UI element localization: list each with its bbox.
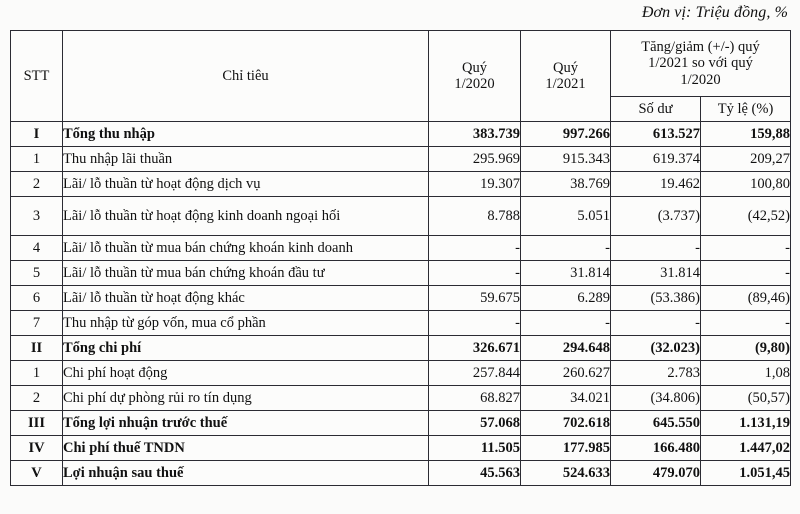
row-q1-2020-cell: 8.788 bbox=[429, 197, 521, 236]
table-row bbox=[11, 172, 791, 197]
row-number-cell: II bbox=[11, 336, 63, 361]
column-header-change-group-line3: 1/2020 bbox=[680, 71, 721, 88]
table-row bbox=[11, 361, 791, 386]
row-q1-2021-cell: 34.021 bbox=[521, 386, 611, 411]
row-change-amount-cell: - bbox=[611, 311, 701, 336]
row-q1-2021-cell: - bbox=[521, 311, 611, 336]
table-row bbox=[11, 236, 791, 261]
row-q1-2020-cell: 11.505 bbox=[429, 436, 521, 461]
table-row bbox=[11, 261, 791, 286]
row-change-amount-cell: - bbox=[611, 236, 701, 261]
row-q1-2021-cell: 915.343 bbox=[521, 147, 611, 172]
row-q1-2021-cell: 6.289 bbox=[521, 286, 611, 311]
row-q1-2021-cell: - bbox=[521, 236, 611, 261]
column-header-q1-2021 bbox=[521, 31, 611, 122]
row-number-cell: 3 bbox=[11, 197, 63, 236]
row-q1-2020-cell: 68.827 bbox=[429, 386, 521, 411]
column-header-change-amount: Số dư bbox=[611, 97, 701, 122]
row-number-cell: 2 bbox=[11, 386, 63, 411]
column-header-indicator: Chỉ tiêu bbox=[63, 31, 429, 122]
row-number-cell: 2 bbox=[11, 172, 63, 197]
row-q1-2020-cell: - bbox=[429, 261, 521, 286]
row-q1-2020-cell: 57.068 bbox=[429, 411, 521, 436]
row-q1-2021-cell: 5.051 bbox=[521, 197, 611, 236]
row-number-cell: III bbox=[11, 411, 63, 436]
column-header-change-rate: Tỷ lệ (%) bbox=[701, 97, 791, 122]
row-q1-2021-cell: 524.633 bbox=[521, 461, 611, 486]
row-q1-2020-cell: 45.563 bbox=[429, 461, 521, 486]
row-number-cell: 6 bbox=[11, 286, 63, 311]
row-q1-2020-cell: 295.969 bbox=[429, 147, 521, 172]
row-change-rate-cell: 1,08 bbox=[701, 361, 791, 386]
row-indicator-cell: Chi phí hoạt động bbox=[63, 361, 429, 386]
row-indicator-cell: Lợi nhuận sau thuế bbox=[63, 461, 429, 486]
row-change-amount-cell: (34.806) bbox=[611, 386, 701, 411]
row-change-amount-cell: 479.070 bbox=[611, 461, 701, 486]
row-change-rate-cell: - bbox=[701, 236, 791, 261]
row-q1-2020-cell: 257.844 bbox=[429, 361, 521, 386]
row-change-amount-cell: (32.023) bbox=[611, 336, 701, 361]
row-q1-2020-cell: - bbox=[429, 311, 521, 336]
row-number-cell: 4 bbox=[11, 236, 63, 261]
row-indicator-cell: Tổng chi phí bbox=[63, 336, 429, 361]
table-row bbox=[11, 411, 791, 436]
table-row bbox=[11, 386, 791, 411]
row-change-rate-cell: 159,88 bbox=[701, 122, 791, 147]
row-indicator-cell: Thu nhập lãi thuần bbox=[63, 147, 429, 172]
row-change-rate-cell: (50,57) bbox=[701, 386, 791, 411]
table-body bbox=[11, 122, 791, 486]
row-q1-2021-cell: 702.618 bbox=[521, 411, 611, 436]
row-q1-2020-cell: 59.675 bbox=[429, 286, 521, 311]
row-number-cell: 5 bbox=[11, 261, 63, 286]
table-row bbox=[11, 197, 791, 236]
unit-note: Đơn vị: Triệu đồng, % bbox=[641, 4, 788, 21]
row-number-cell: I bbox=[11, 122, 63, 147]
column-header-stt: STT bbox=[11, 31, 63, 122]
row-q1-2021-cell: 38.769 bbox=[521, 172, 611, 197]
row-indicator-cell: Lãi/ lỗ thuần từ hoạt động khác bbox=[63, 286, 429, 311]
row-indicator-cell: Tổng lợi nhuận trước thuế bbox=[63, 411, 429, 436]
row-indicator-cell: Lãi/ lỗ thuần từ hoạt động dịch vụ bbox=[63, 172, 429, 197]
row-change-amount-cell: 19.462 bbox=[611, 172, 701, 197]
row-q1-2021-cell: 294.648 bbox=[521, 336, 611, 361]
row-change-rate-cell: (42,52) bbox=[701, 197, 791, 236]
row-change-rate-cell: - bbox=[701, 261, 791, 286]
row-number-cell: V bbox=[11, 461, 63, 486]
column-header-q1-2021-line2: 1/2021 bbox=[545, 76, 586, 92]
row-q1-2021-cell: 177.985 bbox=[521, 436, 611, 461]
row-change-amount-cell: 645.550 bbox=[611, 411, 701, 436]
row-change-amount-cell: (53.386) bbox=[611, 286, 701, 311]
row-change-rate-cell: 209,27 bbox=[701, 147, 791, 172]
column-header-change-group-line2: 1/2021 so với quý bbox=[648, 55, 753, 72]
row-q1-2020-cell: 326.671 bbox=[429, 336, 521, 361]
row-change-rate-cell: (89,46) bbox=[701, 286, 791, 311]
column-header-q1-2020-line2: 1/2020 bbox=[454, 76, 495, 92]
row-q1-2020-cell: 383.739 bbox=[429, 122, 521, 147]
table-row bbox=[11, 286, 791, 311]
row-number-cell: 7 bbox=[11, 311, 63, 336]
row-change-amount-cell: 2.783 bbox=[611, 361, 701, 386]
table-row bbox=[11, 436, 791, 461]
column-header-q1-2020 bbox=[429, 31, 521, 122]
column-header-q1-2021-line1: Quý bbox=[553, 59, 578, 76]
table-row bbox=[11, 122, 791, 147]
row-indicator-cell: Lãi/ lỗ thuần từ mua bán chứng khoán kinh doanh bbox=[63, 236, 429, 261]
table-header bbox=[11, 31, 791, 122]
row-q1-2021-cell: 997.266 bbox=[521, 122, 611, 147]
financial-results-table bbox=[10, 30, 791, 486]
row-change-amount-cell: (3.737) bbox=[611, 197, 701, 236]
row-indicator-cell: Tổng thu nhập bbox=[63, 122, 429, 147]
row-q1-2021-cell: 260.627 bbox=[521, 361, 611, 386]
table-row bbox=[11, 336, 791, 361]
row-change-rate-cell: 1.447,02 bbox=[701, 436, 791, 461]
row-change-amount-cell: 166.480 bbox=[611, 436, 701, 461]
row-number-cell: IV bbox=[11, 436, 63, 461]
column-header-change-group bbox=[611, 31, 791, 97]
row-change-amount-cell: 613.527 bbox=[611, 122, 701, 147]
row-change-rate-cell: 1.051,45 bbox=[701, 461, 791, 486]
row-change-amount-cell: 619.374 bbox=[611, 147, 701, 172]
table-row bbox=[11, 461, 791, 486]
header-row-primary bbox=[11, 31, 791, 97]
row-indicator-cell: Lãi/ lỗ thuần từ hoạt động kinh doanh ngoại hối bbox=[63, 197, 429, 236]
row-change-rate-cell: 1.131,19 bbox=[701, 411, 791, 436]
table-row bbox=[11, 311, 791, 336]
row-number-cell: 1 bbox=[11, 147, 63, 172]
column-header-q1-2020-line1: Quý bbox=[462, 59, 487, 76]
row-indicator-cell: Chi phí dự phòng rủi ro tín dụng bbox=[63, 386, 429, 411]
row-change-amount-cell: 31.814 bbox=[611, 261, 701, 286]
row-change-rate-cell: (9,80) bbox=[701, 336, 791, 361]
row-change-rate-cell: - bbox=[701, 311, 791, 336]
row-change-rate-cell: 100,80 bbox=[701, 172, 791, 197]
row-indicator-cell: Chi phí thuế TNDN bbox=[63, 436, 429, 461]
row-number-cell: 1 bbox=[11, 361, 63, 386]
table-row bbox=[11, 147, 791, 172]
row-q1-2021-cell: 31.814 bbox=[521, 261, 611, 286]
row-q1-2020-cell: 19.307 bbox=[429, 172, 521, 197]
row-indicator-cell: Thu nhập từ góp vốn, mua cổ phần bbox=[63, 311, 429, 336]
row-q1-2020-cell: - bbox=[429, 236, 521, 261]
column-header-change-group-line1: Tăng/giảm (+/-) quý bbox=[641, 39, 760, 56]
row-indicator-cell: Lãi/ lỗ thuần từ mua bán chứng khoán đầu tư bbox=[63, 261, 429, 286]
